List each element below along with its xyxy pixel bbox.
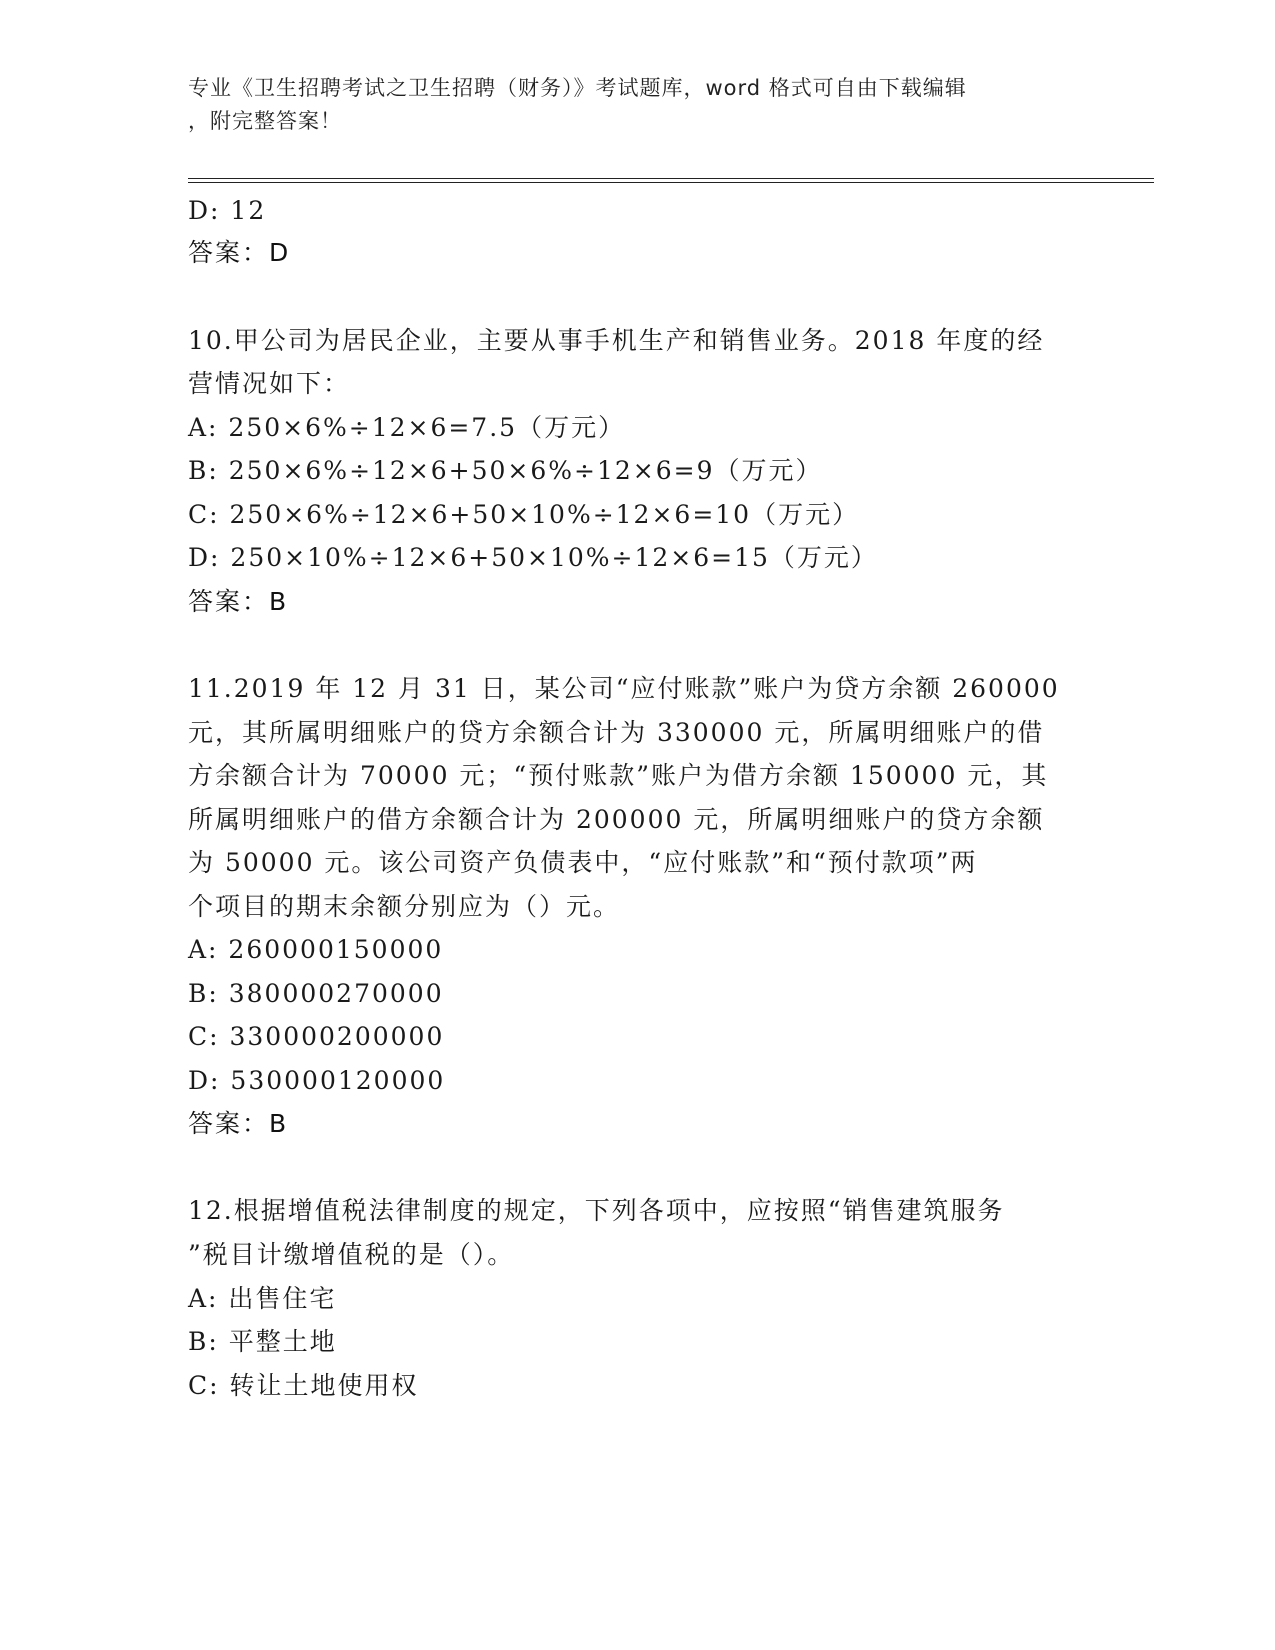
q11-answer: 答案：B	[188, 1109, 289, 1138]
q11-stem-line-3: 方余额合计为 70000 元；“预付账款”账户为借方余额 150000 元，其	[188, 761, 1049, 790]
q10-option-a: A: 250×6%÷12×6=7.5（万元）	[188, 413, 626, 442]
header-line-1: 专业《卫生招聘考试之卫生招聘（财务）》考试题库，word 格式可自由下载编辑	[188, 76, 967, 100]
q9-option-d: D: 12	[188, 196, 267, 225]
header-divider-top	[188, 178, 1154, 179]
q12-stem-line-1: 12.根据增值税法律制度的规定，下列各项中，应按照“销售建筑服务	[188, 1196, 1005, 1225]
q10-option-c: C: 250×6%÷12×6+50×10%÷12×6=10（万元）	[188, 500, 860, 529]
q12-option-c: C: 转让土地使用权	[188, 1371, 419, 1400]
q11-stem-line-1: 11.2019 年 12 月 31 日，某公司“应付账款”账户为贷方余额 260000	[188, 674, 1060, 703]
header-divider-bottom	[188, 182, 1154, 183]
q11-stem-line-2: 元，其所属明细账户的贷方余额合计为 330000 元，所属明细账户的借	[188, 718, 1045, 747]
q10-answer: 答案：B	[188, 587, 289, 616]
header-line-2: ，附完整答案！	[188, 109, 342, 133]
document-header	[188, 72, 1088, 138]
q11-option-a: A: 260000150000	[188, 935, 444, 964]
q11-option-d: D: 530000120000	[188, 1066, 446, 1095]
q10-stem-line-2: 营情况如下：	[188, 369, 351, 398]
q9-answer: 答案：D	[188, 238, 291, 267]
q10-stem-line-1: 10.甲公司为居民企业，主要从事手机生产和销售业务。2018 年度的经	[188, 326, 1045, 355]
q11-stem-line-5: 为 50000 元。该公司资产负债表中，“应付账款”和“预付款项”两	[188, 848, 978, 877]
q11-stem-line-6: 个项目的期末余额分别应为（）元。	[188, 892, 621, 921]
q11-option-c: C: 330000200000	[188, 1022, 445, 1051]
q11-stem-line-4: 所属明细账户的借方余额合计为 200000 元，所属明细账户的贷方余额	[188, 805, 1045, 834]
q10-option-d: D: 250×10%÷12×6+50×10%÷12×6=15（万元）	[188, 543, 878, 572]
q12-option-b: B: 平整土地	[188, 1327, 337, 1356]
q12-option-a: A: 出售住宅	[188, 1284, 337, 1313]
q10-option-b: B: 250×6%÷12×6+50×6%÷12×6=9（万元）	[188, 456, 823, 485]
q11-option-b: B: 380000270000	[188, 979, 444, 1008]
q12-stem-line-2: ”税目计缴增值税的是（）。	[188, 1240, 515, 1269]
